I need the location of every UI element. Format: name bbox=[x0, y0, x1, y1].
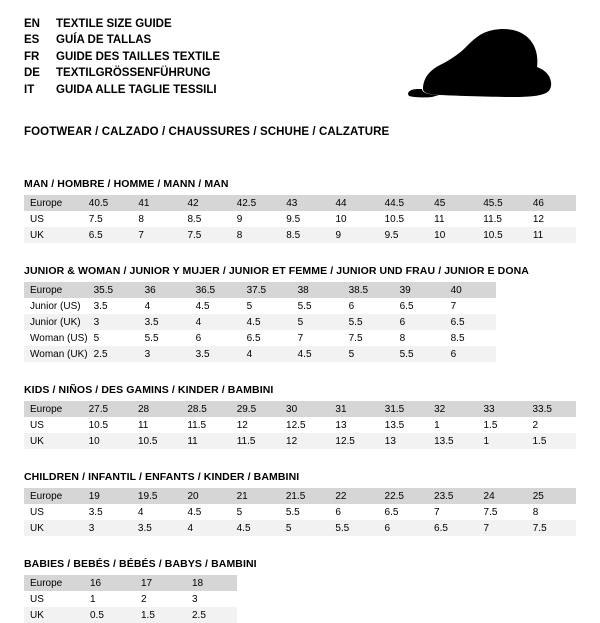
size-cell: 10 bbox=[428, 227, 477, 243]
size-cell: 6.5 bbox=[445, 314, 496, 330]
size-table bbox=[24, 575, 237, 623]
size-row-label: Junior (US) bbox=[24, 298, 88, 314]
language-title-row bbox=[24, 65, 220, 81]
language-guide-title: GUIDA ALLE TAGLIE TESSILI bbox=[56, 83, 217, 96]
size-cell: 12 bbox=[231, 417, 280, 433]
size-cell: 13.5 bbox=[428, 433, 477, 449]
size-cell: 24 bbox=[478, 488, 527, 504]
size-cell: 23.5 bbox=[428, 488, 478, 504]
size-cell: 4 bbox=[139, 298, 190, 314]
size-cell: 19 bbox=[83, 488, 132, 504]
size-cell: 18 bbox=[186, 575, 237, 591]
size-cell: 7.5 bbox=[83, 211, 133, 227]
size-row-label: Europe bbox=[24, 282, 88, 298]
table-row bbox=[24, 314, 496, 330]
size-row-label: UK bbox=[24, 433, 83, 449]
size-cell: 2 bbox=[527, 417, 577, 433]
size-cell: 3 bbox=[186, 591, 237, 607]
size-section bbox=[24, 178, 576, 243]
language-code: EN bbox=[24, 18, 40, 30]
language-code: IT bbox=[24, 83, 35, 96]
size-cell: 4 bbox=[241, 346, 292, 362]
language-title-row bbox=[24, 32, 220, 48]
size-cell: 5 bbox=[88, 330, 139, 346]
size-cell: 9.5 bbox=[379, 227, 429, 243]
size-cell: 7 bbox=[132, 227, 181, 243]
size-cell: 7 bbox=[478, 520, 527, 536]
size-cell: 33 bbox=[477, 401, 526, 417]
size-table-header-row bbox=[24, 575, 237, 591]
size-cell: 9.5 bbox=[280, 211, 329, 227]
size-cell: 11 bbox=[132, 417, 181, 433]
size-cell: 8.5 bbox=[181, 211, 230, 227]
size-cell: 35.5 bbox=[88, 282, 139, 298]
size-cell: 6 bbox=[445, 346, 496, 362]
size-cell: 6 bbox=[343, 298, 394, 314]
size-cell: 6 bbox=[379, 520, 429, 536]
size-cell: 5.5 bbox=[343, 314, 394, 330]
size-cell: 5 bbox=[231, 504, 280, 520]
size-cell: 42.5 bbox=[231, 195, 281, 211]
language-guide-title: GUÍA DE TALLAS bbox=[56, 34, 152, 47]
size-section-title: BABIES / BEBÉS / BÉBÉS / BABYS / BAMBINI bbox=[24, 558, 257, 570]
size-cell: 1.5 bbox=[135, 607, 186, 623]
size-cell: 5 bbox=[292, 314, 343, 330]
size-cell: 6.5 bbox=[394, 298, 445, 314]
size-cell: 4.5 bbox=[292, 346, 343, 362]
size-cell: 5.5 bbox=[292, 298, 343, 314]
table-row bbox=[24, 346, 496, 362]
size-cell: 3.5 bbox=[190, 346, 241, 362]
size-cell: 36 bbox=[139, 282, 190, 298]
size-cell: 3.5 bbox=[132, 520, 182, 536]
size-cell: 1.5 bbox=[477, 417, 526, 433]
size-cell: 22 bbox=[329, 488, 378, 504]
size-cell: 41 bbox=[132, 195, 181, 211]
language-guide-title: TEXTILE SIZE GUIDE bbox=[56, 18, 172, 30]
size-cell: 12 bbox=[280, 433, 329, 449]
size-row-label: UK bbox=[24, 607, 84, 623]
size-cell: 39 bbox=[394, 282, 445, 298]
size-table-header-row bbox=[24, 401, 576, 417]
size-cell: 12.5 bbox=[280, 417, 329, 433]
size-cell: 3.5 bbox=[88, 298, 139, 314]
size-cell: 5.5 bbox=[280, 504, 330, 520]
language-guide-title: GUIDE DES TAILLES TEXTILE bbox=[56, 50, 220, 63]
size-section-title: KIDS / NIÑOS / DES GAMINS / KINDER / BAMBINI bbox=[24, 384, 274, 396]
size-table-header-row bbox=[24, 282, 496, 298]
size-cell: 1 bbox=[477, 433, 526, 449]
size-cell: 2 bbox=[135, 591, 186, 607]
size-section-title: MAN / HOMBRE / HOMME / MANN / MAN bbox=[24, 178, 229, 190]
size-cell: 46 bbox=[527, 195, 576, 211]
size-cell: 4 bbox=[181, 520, 230, 536]
size-row-label: Europe bbox=[24, 401, 83, 417]
size-cell: 42 bbox=[181, 195, 230, 211]
size-cell: 13 bbox=[379, 433, 428, 449]
size-cell: 10.5 bbox=[379, 211, 429, 227]
size-cell: 20 bbox=[181, 488, 230, 504]
language-title-row bbox=[24, 49, 220, 65]
size-cell: 3 bbox=[83, 520, 132, 536]
size-cell: 8 bbox=[394, 330, 445, 346]
size-cell: 44.5 bbox=[379, 195, 429, 211]
size-cell: 5 bbox=[343, 346, 394, 362]
size-cell: 1.5 bbox=[527, 433, 577, 449]
size-row-label: US bbox=[24, 504, 83, 520]
table-row bbox=[24, 591, 237, 607]
table-row bbox=[24, 227, 576, 243]
size-cell: 3 bbox=[88, 314, 139, 330]
page-header bbox=[24, 16, 576, 112]
size-cell: 10.5 bbox=[132, 433, 181, 449]
size-cell: 8 bbox=[231, 227, 281, 243]
size-table-header-row bbox=[24, 488, 576, 504]
size-row-label: UK bbox=[24, 520, 83, 536]
size-cell: 43 bbox=[280, 195, 329, 211]
size-cell: 38.5 bbox=[343, 282, 394, 298]
size-cell: 3 bbox=[139, 346, 190, 362]
language-title-list bbox=[24, 16, 220, 98]
size-cell: 7.5 bbox=[181, 227, 230, 243]
size-cell: 16 bbox=[84, 575, 135, 591]
table-row bbox=[24, 211, 576, 227]
size-cell: 28.5 bbox=[181, 401, 230, 417]
size-cell: 8 bbox=[132, 211, 181, 227]
language-code: ES bbox=[24, 34, 40, 47]
size-cell: 6.5 bbox=[428, 520, 478, 536]
size-cell: 4.5 bbox=[190, 298, 241, 314]
size-cell: 25 bbox=[527, 488, 576, 504]
size-cell: 4 bbox=[190, 314, 241, 330]
size-cell: 8 bbox=[527, 504, 576, 520]
size-cell: 7 bbox=[428, 504, 478, 520]
size-row-label: Europe bbox=[24, 488, 83, 504]
size-cell: 8.5 bbox=[280, 227, 329, 243]
size-cell: 11.5 bbox=[231, 433, 280, 449]
size-row-label: Woman (US) bbox=[24, 330, 88, 346]
table-row bbox=[24, 520, 576, 536]
table-row bbox=[24, 298, 496, 314]
size-cell: 45.5 bbox=[477, 195, 527, 211]
size-cell: 17 bbox=[135, 575, 186, 591]
size-cell: 10.5 bbox=[83, 417, 132, 433]
size-cell: 6 bbox=[394, 314, 445, 330]
size-section-title: CHILDREN / INFANTIL / ENFANTS / KINDER / BAMBINI bbox=[24, 471, 300, 483]
size-cell: 7.5 bbox=[343, 330, 394, 346]
size-cell: 44 bbox=[330, 195, 379, 211]
size-cell: 4.5 bbox=[181, 504, 230, 520]
size-cell: 40 bbox=[445, 282, 496, 298]
size-cell: 21.5 bbox=[280, 488, 330, 504]
size-section bbox=[24, 265, 576, 362]
language-title-row bbox=[24, 16, 220, 32]
size-cell: 21 bbox=[231, 488, 280, 504]
size-cell: 2.5 bbox=[186, 607, 237, 623]
size-cell: 5.5 bbox=[329, 520, 378, 536]
size-row-label: US bbox=[24, 591, 84, 607]
size-cell: 32 bbox=[428, 401, 477, 417]
size-row-label: Junior (UK) bbox=[24, 314, 88, 330]
footwear-category-line: FOOTWEAR / CALZADO / CHAUSSURES / SCHUHE / CALZATURE bbox=[24, 126, 390, 138]
size-cell: 28 bbox=[132, 401, 181, 417]
size-cell: 6.5 bbox=[379, 504, 429, 520]
size-cell: 2.5 bbox=[88, 346, 139, 362]
size-cell: 19.5 bbox=[132, 488, 182, 504]
size-cell: 11 bbox=[181, 433, 230, 449]
size-cell: 7.5 bbox=[527, 520, 576, 536]
size-tables-container bbox=[24, 178, 576, 623]
language-code: DE bbox=[24, 67, 40, 80]
size-cell: 4 bbox=[132, 504, 182, 520]
size-cell: 12.5 bbox=[329, 433, 378, 449]
size-row-label: US bbox=[24, 211, 83, 227]
size-table-header-row bbox=[24, 195, 576, 211]
size-cell: 27.5 bbox=[83, 401, 132, 417]
size-cell: 7 bbox=[292, 330, 343, 346]
size-cell: 10 bbox=[83, 433, 132, 449]
size-cell: 37.5 bbox=[241, 282, 292, 298]
size-cell: 45 bbox=[428, 195, 477, 211]
size-table bbox=[24, 195, 576, 243]
size-cell: 13.5 bbox=[379, 417, 428, 433]
size-cell: 5.5 bbox=[139, 330, 190, 346]
size-cell: 40.5 bbox=[83, 195, 133, 211]
size-row-label: Europe bbox=[24, 195, 83, 211]
size-cell: 7 bbox=[445, 298, 496, 314]
size-cell: 11 bbox=[527, 227, 576, 243]
size-cell: 7.5 bbox=[478, 504, 527, 520]
table-row bbox=[24, 433, 576, 449]
size-cell: 3.5 bbox=[139, 314, 190, 330]
size-table bbox=[24, 488, 576, 536]
size-section-title: JUNIOR & WOMAN / JUNIOR Y MUJER / JUNIOR ET FEMME / JUNIOR UND FRAU / JUNIOR E DONA bbox=[24, 265, 529, 277]
size-cell: 30 bbox=[280, 401, 329, 417]
size-cell: 29.5 bbox=[231, 401, 280, 417]
size-cell: 31 bbox=[329, 401, 378, 417]
size-table bbox=[24, 282, 496, 362]
size-cell: 5 bbox=[280, 520, 330, 536]
size-section bbox=[24, 558, 576, 623]
size-cell: 4.5 bbox=[241, 314, 292, 330]
table-row bbox=[24, 607, 237, 623]
dress-shoe-silhouette-icon bbox=[382, 26, 552, 112]
size-cell: 10.5 bbox=[477, 227, 527, 243]
size-section bbox=[24, 384, 576, 449]
size-cell: 5 bbox=[241, 298, 292, 314]
size-cell: 3.5 bbox=[83, 504, 132, 520]
size-cell: 6 bbox=[190, 330, 241, 346]
size-section bbox=[24, 471, 576, 536]
size-cell: 12 bbox=[527, 211, 576, 227]
size-table bbox=[24, 401, 576, 449]
size-cell: 6 bbox=[329, 504, 378, 520]
size-row-label: UK bbox=[24, 227, 83, 243]
size-cell: 9 bbox=[330, 227, 379, 243]
size-cell: 22.5 bbox=[379, 488, 429, 504]
language-guide-title: TEXTILGRÖSSENFÜHRUNG bbox=[56, 67, 211, 80]
size-cell: 11.5 bbox=[477, 211, 527, 227]
size-cell: 5.5 bbox=[394, 346, 445, 362]
size-row-label: US bbox=[24, 417, 83, 433]
table-row bbox=[24, 417, 576, 433]
size-cell: 8.5 bbox=[445, 330, 496, 346]
size-cell: 6.5 bbox=[241, 330, 292, 346]
language-title-row bbox=[24, 82, 220, 98]
size-cell: 9 bbox=[231, 211, 281, 227]
size-cell: 6.5 bbox=[83, 227, 133, 243]
size-cell: 1 bbox=[84, 591, 135, 607]
table-row bbox=[24, 504, 576, 520]
size-cell: 11.5 bbox=[181, 417, 230, 433]
size-cell: 11 bbox=[428, 211, 477, 227]
size-cell: 10 bbox=[330, 211, 379, 227]
size-cell: 1 bbox=[428, 417, 477, 433]
size-cell: 33.5 bbox=[527, 401, 577, 417]
size-cell: 4.5 bbox=[231, 520, 280, 536]
size-cell: 13 bbox=[329, 417, 378, 433]
size-row-label: Woman (UK) bbox=[24, 346, 88, 362]
size-row-label: Europe bbox=[24, 575, 84, 591]
language-code: FR bbox=[24, 50, 40, 63]
size-cell: 0.5 bbox=[84, 607, 135, 623]
size-cell: 36.5 bbox=[190, 282, 241, 298]
size-cell: 31.5 bbox=[379, 401, 428, 417]
size-cell: 38 bbox=[292, 282, 343, 298]
table-row bbox=[24, 330, 496, 346]
